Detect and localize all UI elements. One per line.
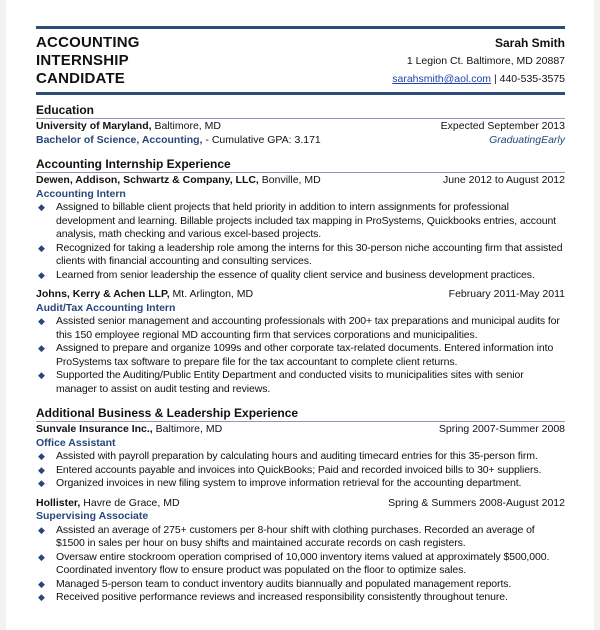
resume-header [36, 29, 565, 92]
job-location: Havre de Grace, MD [83, 496, 180, 509]
job-entry [36, 423, 565, 491]
title-line: CANDIDATE [36, 70, 126, 87]
bullet-text: Assisted with payroll preparation by calculating hours and auditing timecard entries for this 35-person firm. [56, 450, 538, 462]
bullet-list [36, 450, 565, 491]
list-item [36, 591, 565, 605]
company: Hollister, [36, 496, 81, 509]
bullet-text: Received positive performance reviews and increased responsibility consistently throughout tenure. [56, 591, 508, 603]
company: Sunvale Insurance Inc., [36, 423, 153, 435]
bullet-text: Managed 5-person team to conduct inventory audits biannually and populated management reports. [56, 577, 512, 590]
degree: Bachelor of Science, Accounting, [36, 133, 203, 146]
bullet-text: Assisted senior management and accounting professionals with 200+ tax preparations and municipal audits for this 150 employee regional MD accounting firm that services corporations and municipalities. [56, 315, 560, 341]
diamond-bullet-icon: ◆ [38, 370, 45, 380]
bullet-list [36, 524, 565, 605]
bullet-list [36, 201, 565, 282]
diamond-bullet-icon: ◆ [38, 242, 45, 253]
bullet-text: Organized invoices in new filing system to improve information retrieval for the accounting department. [56, 477, 522, 489]
job-role: Supervising Associate [36, 510, 149, 522]
additional-experience-section [36, 406, 565, 605]
job-date: Spring & Summers 2008-August 2012 [388, 496, 565, 509]
bullet-text: Assisted an average of 275+ customers per 8-hour shift with clothing purchases. Recorded an average of $1500 in sales per hour on busy shifts and maintained accurate records on cash registers. [56, 523, 535, 549]
bullet-text: Supported the Auditing/Public Entity Department and conducted visits to municipalities sites with senior manager to assist on audit testing and reviews. [56, 369, 524, 395]
graduation-note: GraduatingEarly [489, 133, 565, 146]
diamond-bullet-icon: ◆ [38, 551, 45, 562]
bullet-list [36, 315, 565, 396]
job-role: Office Assistant [36, 436, 116, 449]
job-location: Mt. Arlington, MD [172, 288, 254, 300]
job-date: Spring 2007-Summer 2008 [438, 423, 565, 435]
job-entry [36, 288, 565, 396]
list-item [36, 269, 565, 283]
contact-info [392, 34, 565, 88]
job-role: Audit/Tax Accounting Intern [36, 301, 176, 314]
job-date: February 2011-May 2011 [448, 288, 565, 300]
bullet-text: Learned from senior leadership the essence of quality client service and business development practices. [56, 268, 535, 281]
education-section [36, 103, 565, 147]
title-line: INTERNSHIP [36, 52, 129, 69]
candidate-name: Sarah Smith [494, 36, 565, 50]
resume-title [36, 34, 140, 88]
list-item [36, 551, 565, 578]
diamond-bullet-icon: ◆ [38, 269, 45, 280]
separator: | [493, 73, 497, 85]
list-item [36, 342, 565, 369]
resume-page [6, 0, 594, 630]
phone: 440-535-3575 [499, 73, 565, 85]
address: 1 Legion Ct. Baltimore, MD 20887 [406, 55, 565, 67]
list-item [36, 464, 565, 478]
job-role: Accounting Intern [36, 187, 126, 200]
header-bottom-rule [36, 92, 565, 95]
company: Johns, Kerry & Achen LLP, [36, 288, 170, 300]
diamond-bullet-icon: ◆ [38, 451, 45, 461]
section-heading: Additional Business & Leadership Experience [36, 406, 565, 422]
section-heading: Accounting Internship Experience [36, 157, 565, 173]
job-entry [36, 174, 565, 282]
diamond-bullet-icon: ◆ [38, 316, 45, 326]
bullet-text: Oversaw entire stockroom operation comprised of 10,000 inventory items valued at approximately $500,000. Coordinated inventory flow to ensure product was populated on the floor to optimize sales. [56, 550, 550, 576]
list-item [36, 524, 565, 551]
diamond-bullet-icon: ◆ [38, 592, 45, 602]
company: Dewen, Addison, Schwartz & Company, LLC, [36, 174, 259, 186]
job-location: Bonville, MD [261, 174, 321, 186]
diamond-bullet-icon: ◆ [38, 524, 45, 535]
bullet-text: Assigned to billable client projects that held priority in addition to intern assignments for professional development and learning. Billable projects included tax mapping in ProSystems, Quickbooks entries, account analysis, math checking and various excel-based projects. [56, 201, 556, 240]
list-item [36, 242, 565, 269]
list-item [36, 578, 565, 592]
email-link[interactable]: sarahsmith@aol.com [392, 73, 492, 85]
diamond-bullet-icon: ◆ [38, 464, 45, 475]
list-item [36, 201, 565, 242]
diamond-bullet-icon: ◆ [38, 343, 45, 353]
diamond-bullet-icon: ◆ [38, 578, 45, 589]
job-entry [36, 497, 565, 605]
bullet-text: Entered accounts payable and invoices into QuickBooks; Paid and recorded invoiced bills to 30+ suppliers. [56, 463, 542, 476]
education-date: Expected September 2013 [440, 120, 565, 132]
job-location: Baltimore, MD [155, 423, 223, 435]
section-heading: Education [36, 103, 565, 119]
bullet-text: Recognized for taking a leadership role among the interns for this 30-person niche accounting firm that assisted clients with financial accounting and consulting services. [56, 241, 563, 267]
job-date: June 2012 to August 2012 [442, 174, 565, 186]
list-item [36, 477, 565, 491]
school: University of Maryland, [36, 120, 152, 132]
list-item [36, 315, 565, 342]
diamond-bullet-icon: ◆ [38, 202, 45, 212]
list-item [36, 450, 565, 464]
gpa: - Cumulative GPA: 3.171 [205, 133, 321, 146]
bullet-text: Assigned to prepare and organize 1099s and other corporate tax-related documents. Entered information into ProSystems tax software to prepare file for the tax accountant to complete client returns. [56, 342, 554, 368]
title-line: ACCOUNTING [36, 34, 140, 51]
school-location: Baltimore, MD [154, 120, 221, 132]
list-item [36, 369, 565, 396]
internship-section [36, 157, 565, 396]
diamond-bullet-icon: ◆ [38, 478, 45, 488]
